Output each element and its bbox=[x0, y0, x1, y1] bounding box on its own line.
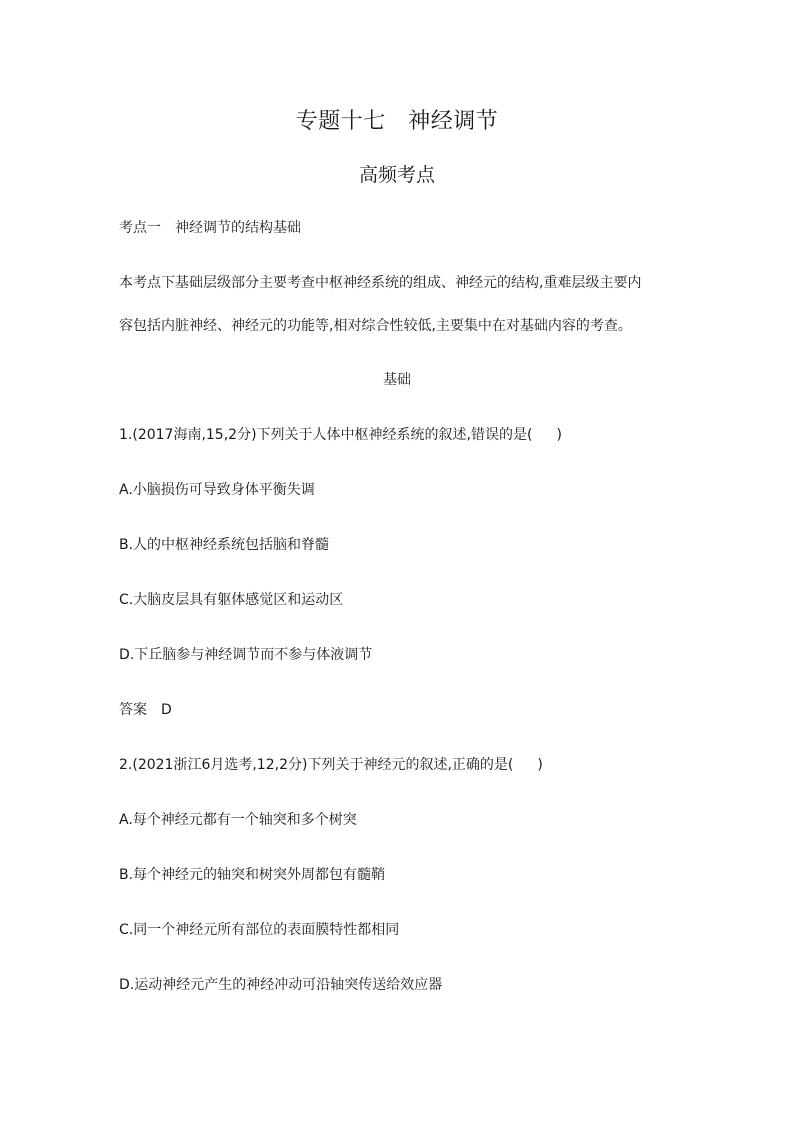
page-title: 专题十七 神经调节 bbox=[295, 109, 499, 134]
question-2-option-b: B.每个神经元的轴突和树突外周都包有髓鞘 bbox=[119, 867, 386, 883]
question-1-option-c: C.大脑皮层具有躯体感觉区和运动区 bbox=[119, 592, 344, 608]
answer-value: D bbox=[161, 702, 172, 718]
question-2-option-c: C.同一个神经元所有部位的表面膜特性都相同 bbox=[119, 922, 400, 938]
question-stem-text: 1.(2017海南,15,2分)下列关于人体中枢神经系统的叙述,错误的是( bbox=[119, 427, 533, 443]
question-1-stem bbox=[119, 425, 562, 445]
question-stem-end: ) bbox=[537, 757, 543, 773]
level-label: 基础 bbox=[383, 372, 411, 388]
section-name: 神经调节的结构基础 bbox=[175, 220, 301, 236]
question-1-option-b: B.人的中枢神经系统包括脑和脊髓 bbox=[119, 537, 330, 553]
question-2-stem bbox=[119, 755, 543, 775]
answer-label: 答案 bbox=[119, 702, 147, 718]
intro-line-1: 本考点下基础层级部分主要考查中枢神经系统的组成、神经元的结构,重难层级主要内 bbox=[119, 275, 642, 291]
question-2-option-a: A.每个神经元都有一个轴突和多个树突 bbox=[119, 812, 357, 828]
question-1-answer bbox=[119, 700, 172, 720]
intro-line-2: 容包括内脏神经、神经元的功能等,相对综合性较低,主要集中在对基础内容的考查。 bbox=[119, 318, 632, 334]
page-subtitle: 高频考点 bbox=[358, 164, 435, 186]
section-heading bbox=[119, 218, 301, 238]
question-stem-end: ) bbox=[556, 427, 562, 443]
question-stem-text: 2.(2021浙江6月选考,12,2分)下列关于神经元的叙述,正确的是( bbox=[119, 757, 514, 773]
question-1-option-d: D.下丘脑参与神经调节而不参与体液调节 bbox=[119, 647, 373, 663]
question-2-option-d: D.运动神经元产生的神经冲动可沿轴突传送给效应器 bbox=[119, 977, 443, 993]
question-1-option-a: A.小脑损伤可导致身体平衡失调 bbox=[119, 482, 315, 498]
section-label: 考点一 bbox=[119, 220, 161, 236]
